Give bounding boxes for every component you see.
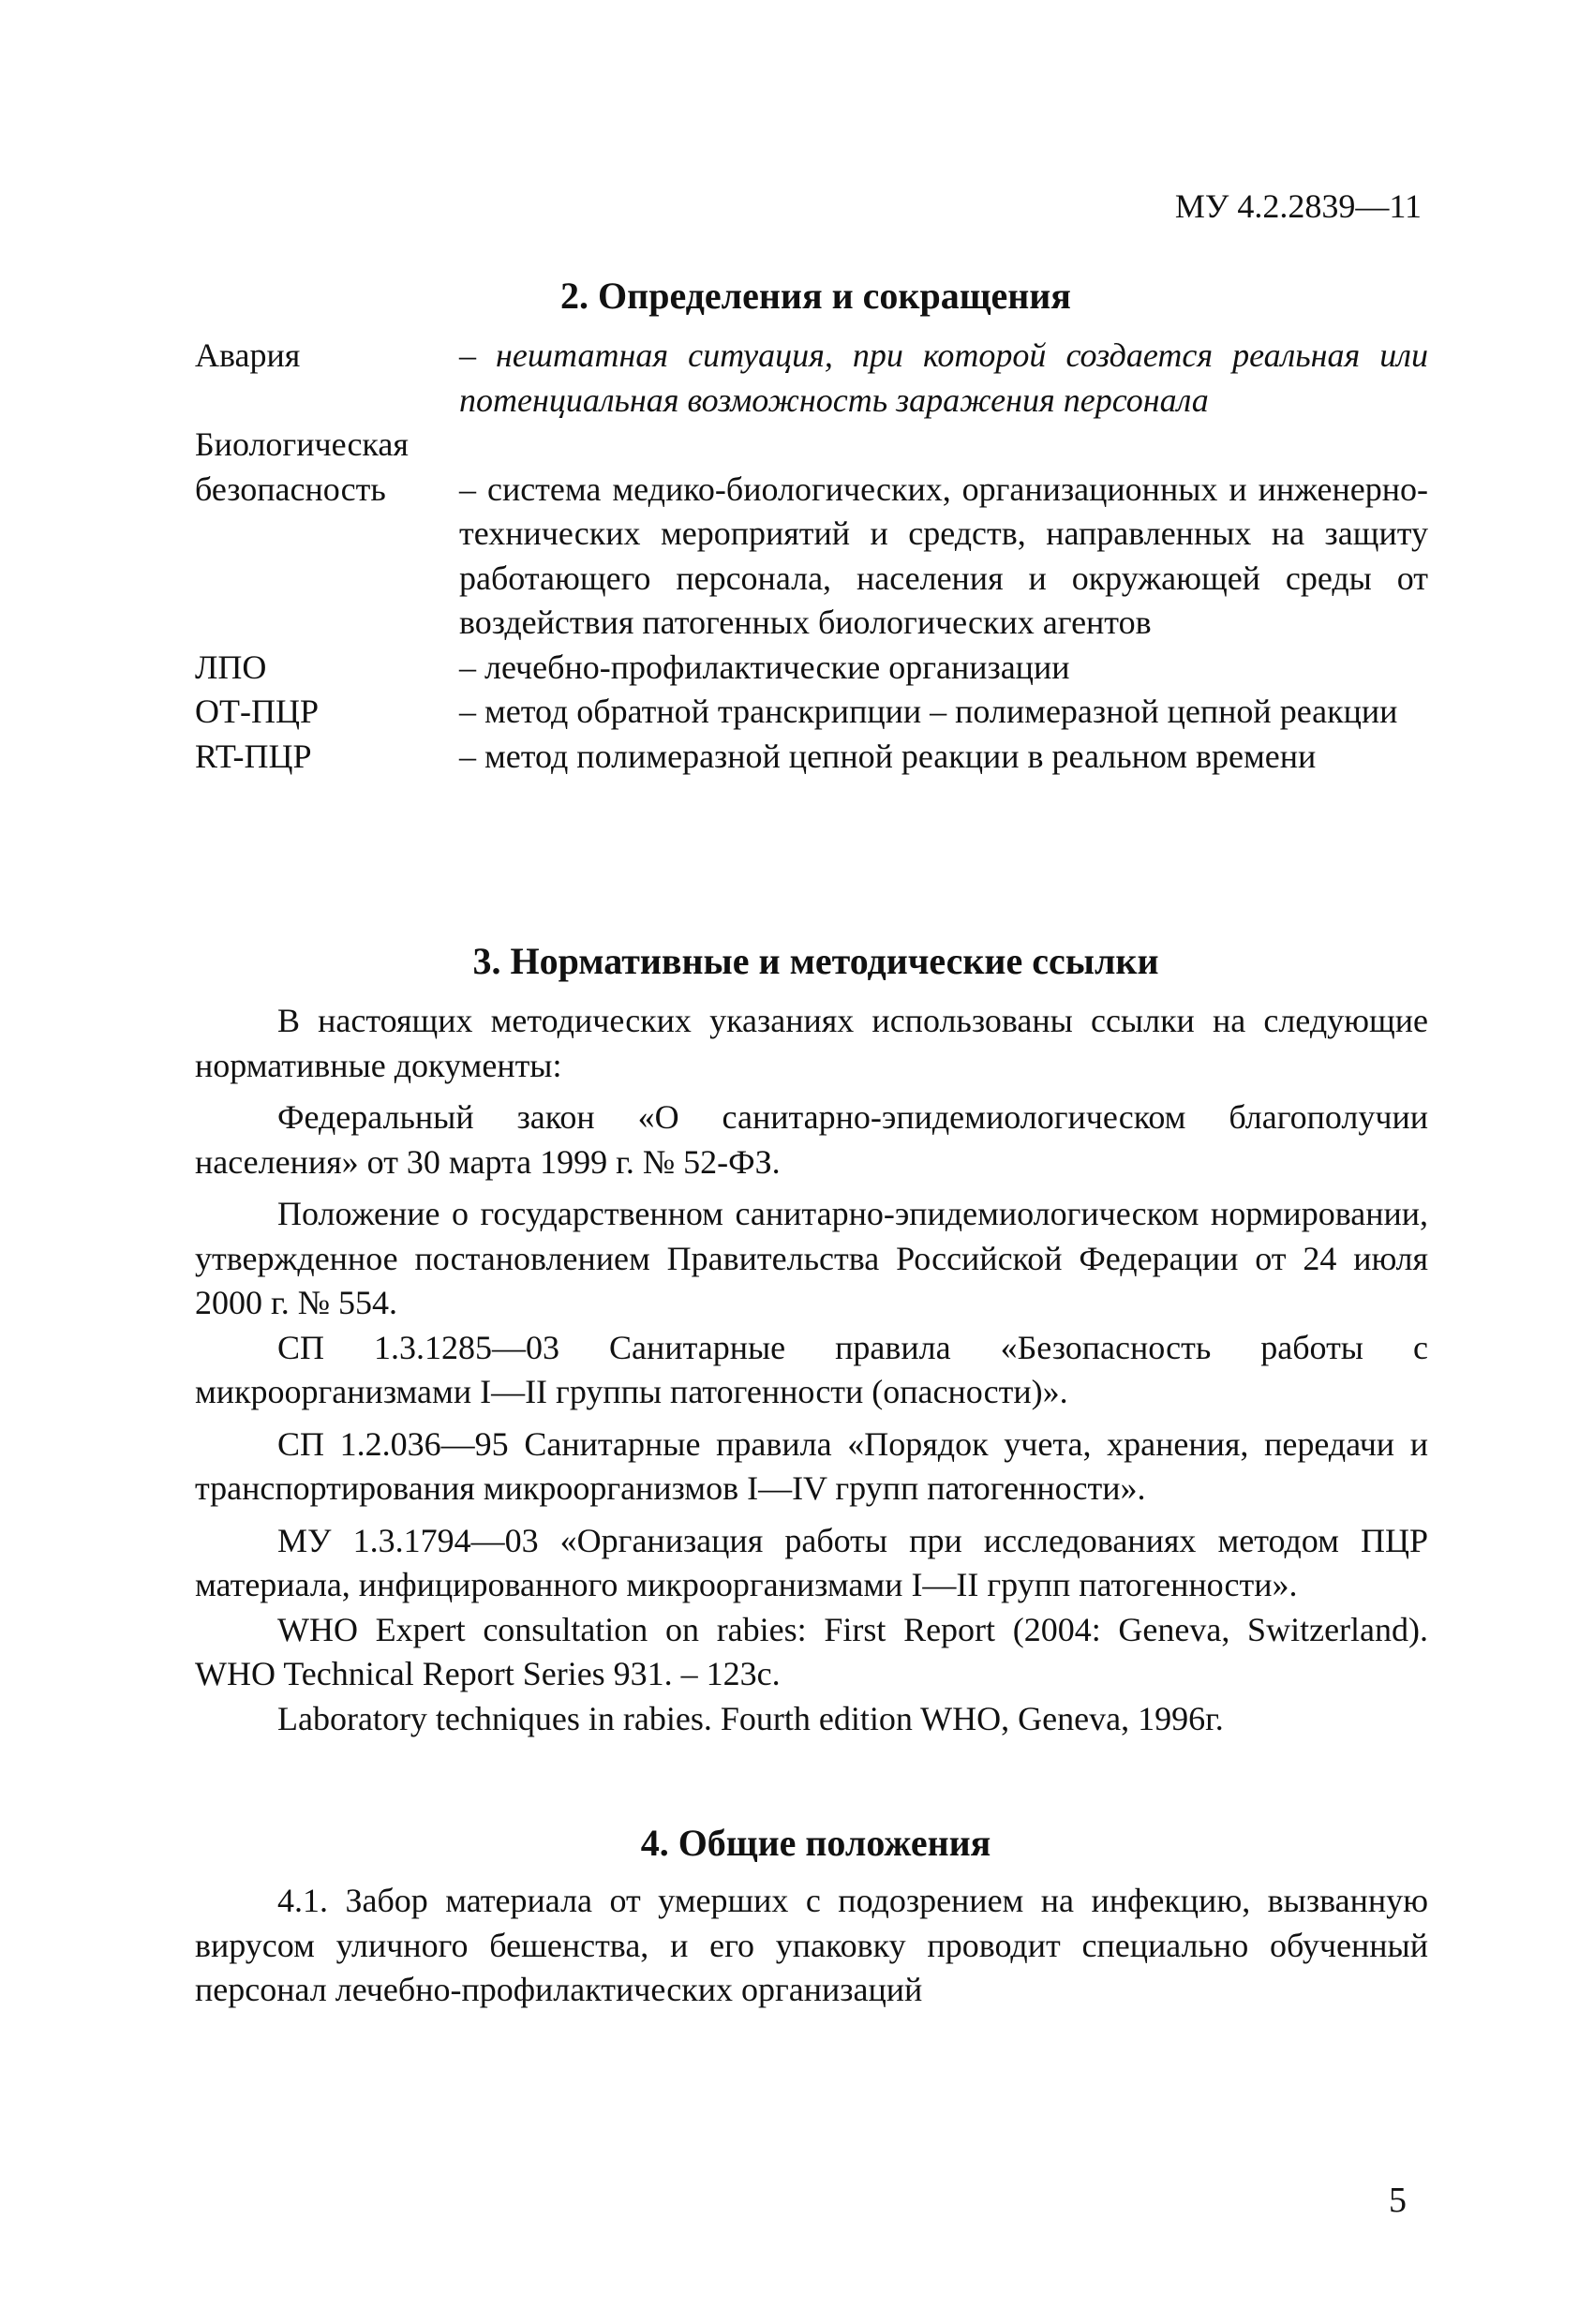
definition-text: – система медико-биологических, организационных и инженерно-технических мероприятий и средств, направленных на защиту работающего персонала, населения и окружающей среды от воздействия патогенных биологических агентов [459,469,1428,641]
body-paragraph: Федеральный закон «О санитарно-эпидемиологическом благополучии населения» от 30 марта 1999 г. № 52-ФЗ. [195,1098,1428,1181]
body-paragraph: СП 1.3.1285—03 Санитарные правила «Безопасность работы с микроорганизмами I—II группы патогенности (опасности)». [195,1328,1428,1410]
body-paragraph: WHO Expert consultation on rabies: First Report (2004: Geneva, Switzerland). WHO Technical Report Series 931. – 123с. [195,1610,1428,1692]
definition-row [195,735,1428,780]
body-paragraph: СП 1.2.036—95 Санитарные правила «Порядок учета, хранения, передачи и транспортирования микроорганизмов I—IV групп патогенности». [195,1424,1428,1507]
definition-term: RT-ПЦР [195,737,312,775]
general-provisions-body [195,1879,1428,2013]
definition-text: – метод полимеразной цепной реакции в реальном времени [459,737,1317,775]
definition-row [195,646,1428,691]
definition-term: Авария [195,336,301,374]
definition-row [195,690,1428,735]
section-2-title: 2. Определения и сокращения [560,275,1071,317]
definition-term: Биологическая безопасность [195,425,409,508]
references-body [195,999,1428,1741]
definition-text: – метод обратной транскрипции – полимеразной цепной реакции [459,693,1398,730]
page-number: 5 [1389,2181,1407,2220]
definition-text: – лечебно-профилактические организации [459,648,1070,686]
definition-term: ЛПО [195,648,267,686]
body-paragraph: МУ 1.3.1794—03 «Организация работы при исследованиях методом ПЦР материала, инфицированного микроорганизмами I—II групп патогенности». [195,1521,1428,1603]
section-4-title: 4. Общие положения [640,1822,991,1864]
body-paragraph: 4.1. Забор материала от умерших с подозрением на инфекцию, вызванную вирусом уличного бешенства, и его упаковку проводит специально обученный персонал лечебно-профилактических организаций [195,1882,1428,2008]
body-paragraph: Laboratory techniques in rabies. Fourth edition WHO, Geneva, 1996г. [277,1699,1224,1737]
definition-row [195,423,1428,646]
definition-row [195,334,1428,423]
body-paragraph: Положение о государственном санитарно-эпидемиологическом нормировании, утвержденное постановлением Правительства Российской Федерации от 24 июля 2000 г. № 554. [195,1195,1428,1321]
section-3-title: 3. Нормативные и методические ссылки [472,940,1159,982]
definition-text: – нештатная ситуация, при которой создается реальная или потенциальная возможность заражения персонала [459,336,1428,419]
definition-term: ОТ-ПЦР [195,693,319,730]
definitions-list [195,334,1428,779]
document-code: МУ 4.2.2839—11 [1174,187,1422,225]
body-paragraph: В настоящих методических указаниях использованы ссылки на следующие нормативные документы: [195,1002,1428,1084]
